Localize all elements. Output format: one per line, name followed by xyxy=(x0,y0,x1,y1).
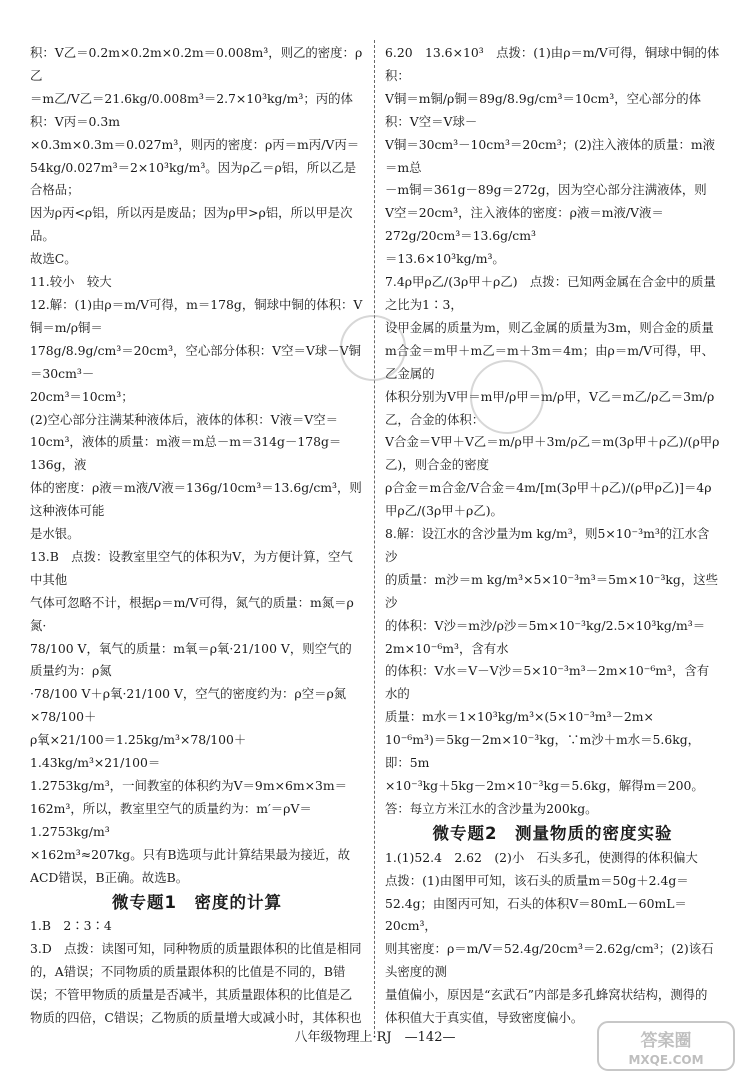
svg-text:MXQE.COM: MXQE.COM xyxy=(628,1053,704,1067)
text-line: －m铜＝361g－89g＝272g，因为空心部分注满液体，则 xyxy=(385,182,707,198)
text-line: 的体积：V沙＝m沙/ρ沙＝5m×10⁻³kg/2.5×10³kg/m³＝2m×10⁻⁶m³，含有水 xyxy=(385,617,706,656)
text-line: V合金＝V甲＋V乙＝m/ρ甲＋3m/ρ乙＝m(3ρ甲＋ρ乙)/(ρ甲ρ乙)，则合金的密度 xyxy=(385,434,720,473)
text-line: 52.4g；由图丙可知，石头的体积V＝80mL－60mL＝20cm³， xyxy=(385,895,687,934)
text-line: 体的密度：ρ液＝m液/V液＝136g/10cm³＝13.6g/cm³，则这种液体可能 xyxy=(30,480,362,519)
text-line: 误；不管甲物质的质量是否减半，其质量跟体积的比值是乙 xyxy=(30,987,353,1003)
text-line: 点拨：(1)由图甲可知，该石头的质量m＝50g＋2.4g＝ xyxy=(385,872,689,888)
text-line: 答：每立方米江水的含沙量为200kg。 xyxy=(385,800,598,816)
text-line: 故选C。 xyxy=(30,251,77,267)
faded-stamp xyxy=(470,360,544,434)
text-line: 10⁻⁶m³)＝5kg－2m×10⁻³kg，∵m沙＋m水＝5.6kg，即：5m xyxy=(385,732,701,771)
text-line: 的体积：V水＝V－V沙＝5×10⁻³m³－2m×10⁻⁶m³，含有水的 xyxy=(385,663,710,702)
section-heading: 微专题2 测量物质的密度实验 xyxy=(432,823,673,843)
text-line: 因为ρ丙<ρ铝，所以丙是废品；因为ρ甲>ρ铝，所以甲是次品。 xyxy=(30,205,353,244)
text-line: 8.解：设江水的含沙量为m kg/m³，则5×10⁻³m³的江水含沙 xyxy=(385,526,710,564)
text-line: 气体可忽略不计，根据ρ＝m/V可得，氮气的质量：m氮＝ρ氮· xyxy=(30,594,354,633)
text-line: 11.较小 较大 xyxy=(30,274,112,290)
text-line: 78/100 V，氧气的质量：m氧＝ρ氧·21/100 V，则空气的质量约为：ρ氮 xyxy=(30,640,352,679)
text-line: m合金＝m甲＋m乙＝m＋3m＝4m；由ρ＝m/V可得，甲、乙金属的 xyxy=(385,342,715,381)
site-watermark-logo xyxy=(596,1018,736,1074)
text-line: 13.B 点拨：设教室里空气的体积为V，为方便计算，空气中其他 xyxy=(30,548,353,587)
text-line: 积：V乙＝0.2m×0.2m×0.2m＝0.008m³，则乙的密度：ρ乙 xyxy=(30,45,363,83)
text-line: 162m³，所以，教室里空气的质量约为：m′＝ρV＝1.2753kg/m³ xyxy=(30,800,312,839)
text-line: ×162m³≈207kg。只有B选项与此计算结果最为接近，故 xyxy=(30,846,350,862)
text-line: V空＝20cm³，注入液体的密度：ρ液＝m液/V液＝272g/20cm³＝13.6g/cm³ xyxy=(385,205,664,244)
text-line: 1.(1)52.4 2.62 (2)小 石头多孔，使测得的体积偏大 xyxy=(385,849,698,865)
text-line: 体积值大于真实值，导致密度偏小。 xyxy=(385,1010,584,1026)
text-line: 物质的四倍，C错误；乙物质的质量增大或减小时，其体积也 xyxy=(30,1010,362,1026)
text-line: V铜＝30cm³－10cm³＝20cm³；(2)注入液体的质量：m液＝m总 xyxy=(385,136,715,175)
text-line: 178g/8.9g/cm³＝20cm³，空心部分体积：V空＝V球－V铜＝30cm³－ xyxy=(30,342,361,381)
text-line: 1.B 2∶3∶4 xyxy=(30,918,112,934)
text-line: 6.20 13.6×10³ 点拨：(1)由ρ＝m/V可得，铜球中铜的体积： xyxy=(385,45,720,83)
text-line: 是水银。 xyxy=(30,526,80,542)
text-line: 体积分别为V甲＝m甲/ρ甲＝m/ρ甲，V乙＝m乙/ρ乙＝3m/ρ乙，合金的体积： xyxy=(385,388,715,427)
right-column xyxy=(385,42,720,1032)
text-line: 1.2753kg/m³，一间教室的体积约为V＝9m×6m×3m＝ xyxy=(30,778,347,793)
left-column xyxy=(30,42,364,1032)
text-line: 的，A错误；不同物质的质量跟体积的比值是不同的，B错 xyxy=(30,964,346,980)
text-line: ＝m乙/V乙＝21.6kg/0.008m³＝2.7×10³kg/m³；丙的体积：V丙＝0.3m xyxy=(30,90,353,129)
text-line: ×10⁻³kg＋5kg－2m×10⁻³kg＝5.6kg，解得m＝200。 xyxy=(385,778,704,793)
text-line: V铜＝m铜/ρ铜＝89g/8.9g/cm³＝10cm³，空心部分的体积：V空＝V球－ xyxy=(385,90,701,129)
text-line: 7.4ρ甲ρ乙/(3ρ甲＋ρ乙) 点拨：已知两金属在合金中的质量之比为1∶3， xyxy=(385,274,716,312)
text-line: 则其密度：ρ＝m/V＝52.4g/20cm³＝2.62g/cm³；(2)该石头密度的测 xyxy=(385,941,714,980)
text-line: (2)空心部分注满某种液体后，液体的体积：V液＝V空＝ xyxy=(30,411,339,427)
text-line: 的质量：m沙＝m kg/m³×5×10⁻³m³＝5m×10⁻³kg，这些沙 xyxy=(385,571,719,610)
text-line: 20cm³＝10cm³； xyxy=(30,388,134,404)
text-line: ·78/100 V＋ρ氧·21/100 V，空气的密度约为：ρ空＝ρ氮×78/100＋ xyxy=(30,686,347,725)
text-line: ACD错误，B正确。故选B。 xyxy=(30,869,189,885)
text-line: ρ氧×21/100＝1.25kg/m³×78/100＋1.43kg/m³×21/100＝ xyxy=(30,732,247,771)
text-line: 12.解：(1)由ρ＝m/V可得，m＝178g，铜球中铜的体积：V铜＝m/ρ铜＝ xyxy=(30,296,363,335)
text-line: ＝13.6×10³kg/m³。 xyxy=(385,251,505,267)
faded-stamp xyxy=(340,315,406,381)
text-line: 10cm³，液体的质量：m液＝m总－m＝314g－178g＝136g，液 xyxy=(30,434,342,473)
page-footer: 八年级物理上·RJ —142— xyxy=(294,1030,456,1045)
text-line: 质量：m水＝1×10³kg/m³×(5×10⁻³m³－2m× xyxy=(385,709,654,725)
text-line: 量值偏小，原因是“玄武石”内部是多孔蜂窝状结构，测得的 xyxy=(385,987,708,1003)
svg-text:答案圈: 答案圈 xyxy=(640,1031,692,1051)
column-divider xyxy=(374,40,375,1034)
text-line: 3.D 点拨：读图可知，同种物质的质量跟体积的比值是相同 xyxy=(30,941,362,957)
text-line: 54kg/0.027m³＝2×10³kg/m³。因为ρ乙＝ρ铝，所以乙是合格品； xyxy=(30,159,357,198)
text-line: ×0.3m×0.3m＝0.027m³，则丙的密度：ρ丙＝m丙/V丙＝ xyxy=(30,136,360,152)
text-line: ρ合金＝m合金/V合金＝4m/[m(3ρ甲＋ρ乙)/(ρ甲ρ乙)]＝4ρ甲ρ乙/(3ρ甲＋ρ乙)。 xyxy=(385,480,712,519)
section-heading: 微专题1 密度的计算 xyxy=(112,892,282,912)
text-line: 设甲金属的质量为m，则乙金属的质量为3m，则合金的质量 xyxy=(385,319,714,335)
